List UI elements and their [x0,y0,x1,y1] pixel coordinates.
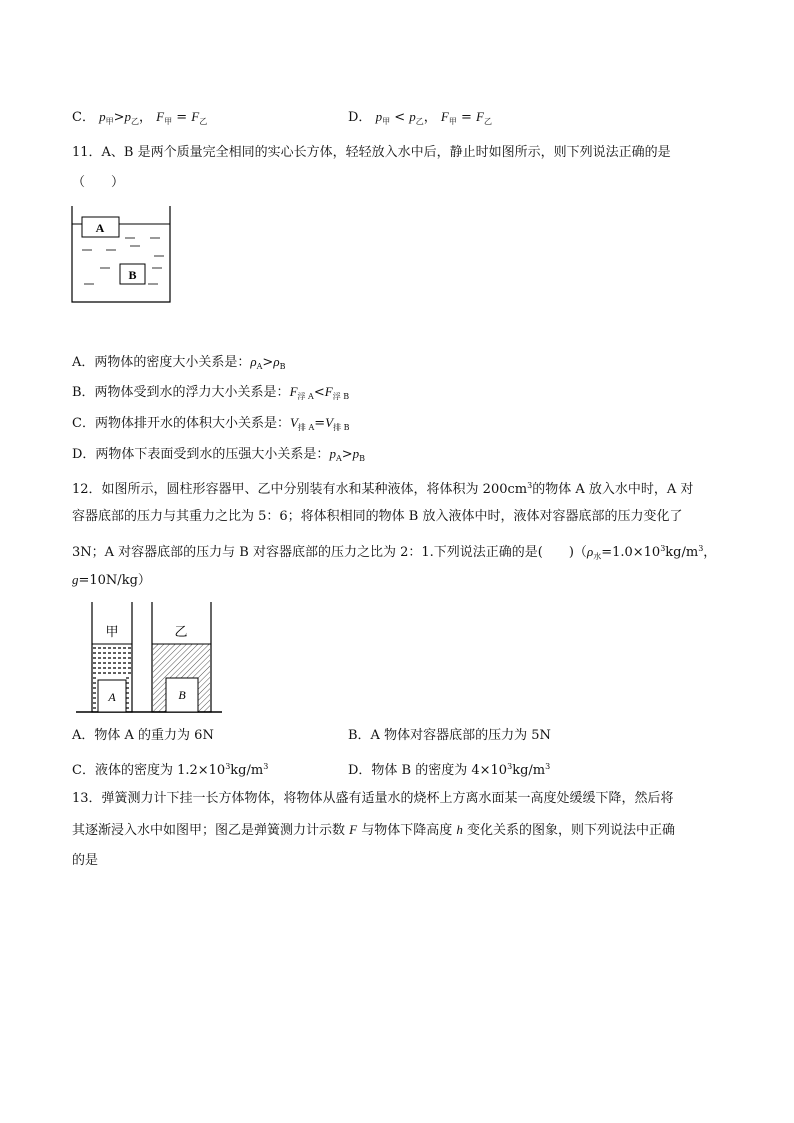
q11-option-c: C．两物体排开水的体积大小关系是：$V_{排 A}=V_{排 B}$ [72,415,350,432]
q12-label-a: A [108,690,116,704]
q12-stem-line1: 12．如图所示，圆柱形容器甲、乙中分别装有水和某种液体，将体积为 $200cm^3$的物体 A 放入水中时，A 对 [72,481,694,497]
q11-option-d: D．两物体下表面受到水的压强大小关系是：$p_A>p_B$ [72,446,366,463]
q12-label-jia: 甲 [105,624,119,639]
q13-stem-line2: 其逐渐浸入水中如图甲；图乙是弹簧测力计示数 F 与物体下降高度 h 变化关系的图象，则下列说法中正确 [72,822,675,838]
q12-label-b: B [178,688,186,702]
q12-stem-line3: 3N；A 对容器底部的压力与 B 对容器底部的压力之比为 2：1.下列说法正确的是( )（$\rho_水=1.0\times 10^3kg/m^3$， [72,544,717,561]
q11-option-b: B．两物体受到水的浮力大小关系是：$F_{浮 A}<F_{浮 B}$ [72,384,350,401]
q12-stem-line4: g=10N/kg） [72,572,151,588]
q11-label-a: A [95,221,105,235]
q12-label-yi: 乙 [174,624,188,639]
q13-stem-line1: 13．弹簧测力计下挂一长方体物体，将物体从盛有适量水的烧杯上方离水面某一高度处缓缓下降，然后将 [72,791,674,806]
q11-label-b: B [128,268,137,282]
q11-option-a: A．两物体的密度大小关系是：$\rho_A>\rho_B$ [72,354,286,371]
q12-option-d: D．物体 B 的密度为 $4\times 10^3kg/m^3$ [348,762,551,778]
q12-option-b: B．A 物体对容器底部的压力为 5N [348,728,551,743]
q12-stem-line2: 容器底部的压力与其重力之比为 5：6；将体积相同的物体 B 放入液体中时，液体对容器底部的压力变化了 [72,509,683,524]
q10-option-d: D． $p_甲 < p_乙$， $F_甲 = F_乙$ [348,109,492,126]
q11-answer-paren: （ ） [72,175,125,190]
q12-option-c: C．液体的密度为 $1.2\times 10^3kg/m^3$ [72,762,269,778]
q10-option-c: C． $p_甲>p_乙$， $F_甲 = F_乙$ [72,109,208,126]
q12-option-a: A．物体 A 的重力为 6N [72,728,214,743]
q12-figure [72,600,224,718]
q13-stem-line3: 的是 [72,853,99,868]
q11-stem: 11．A、B 是两个质量完全相同的实心长方体，轻轻放入水中后，静止时如图所示，则下列说法正确的是 [72,145,671,160]
q11-figure [70,206,174,306]
